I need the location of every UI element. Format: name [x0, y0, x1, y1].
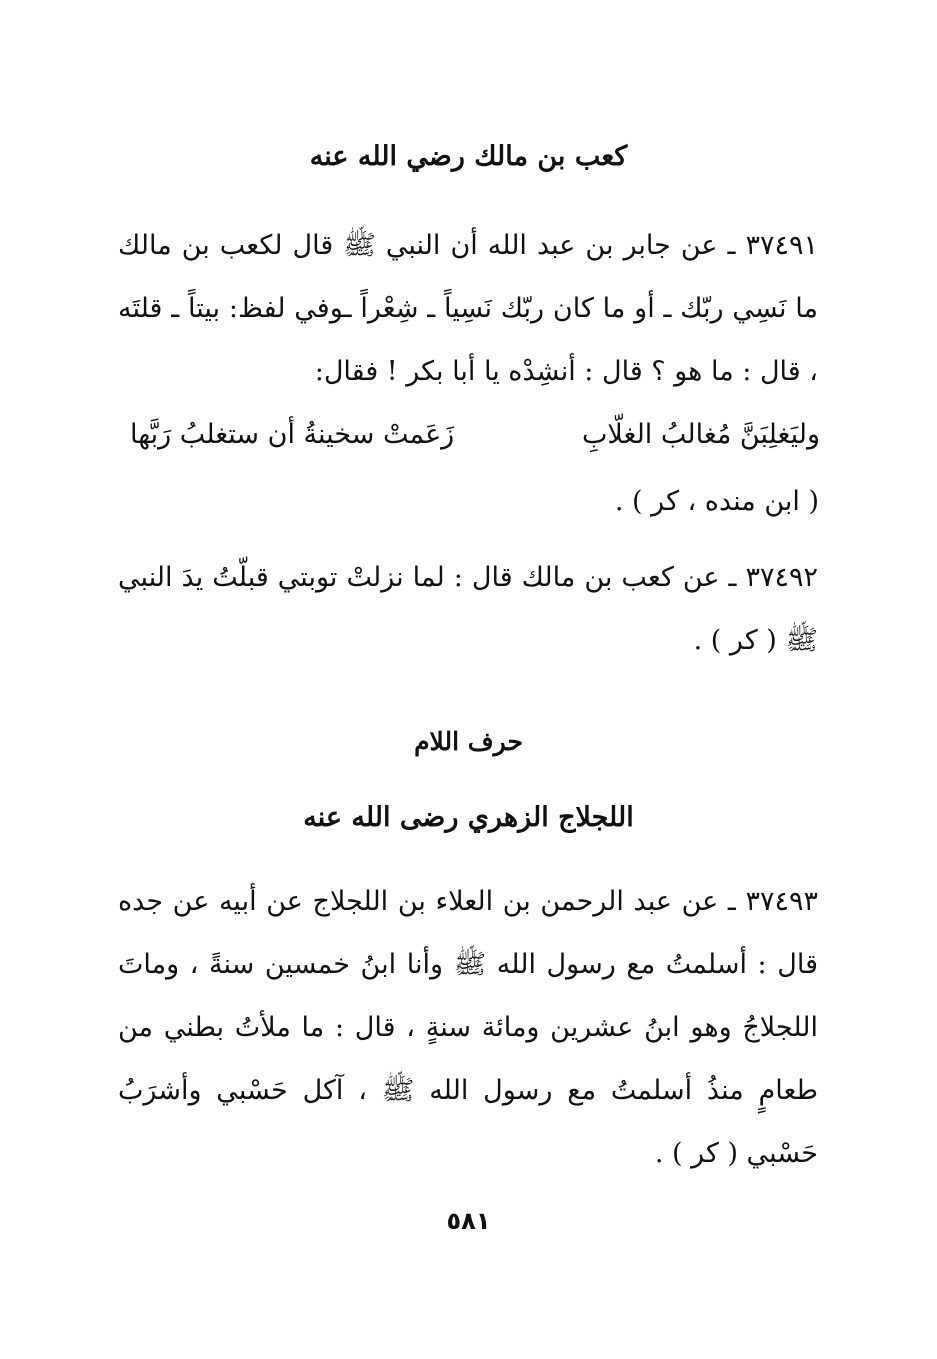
- section-heading-lajlaj: اللجلاج الزهري رضى الله عنه: [303, 802, 634, 833]
- hadith-37493-text: ٣٧٤٩٣ ـ عن عبد الرحمن بن العلاء بن اللجلاج عن أبيه عن جده قال : أسلمتُ مع رسول الله ﷺ وأنا ابنُ خمسين سنةً ، وماتَ اللجلاجُ وهو ابنُ عشرين ومائة سنةٍ ، قال : ما ملأتُ بطني من طعامٍ منذُ أسلمتُ مع رسول الله ﷺ ، آكل حَسْبي وأشرَبُ حَسْبي ( كر ) .: [118, 886, 818, 1169]
- verse-first-hemistich: زَعَمتْ سخينةُ أن ستغلبُ رَبَّها: [130, 419, 455, 450]
- hadith-37492-text: ٣٧٤٩٢ ـ عن كعب بن مالك قال : لما نزلتْ توبتي قبلّتُ يدَ النبي ﷺ ( كر ) .: [118, 562, 818, 656]
- section-heading-lam: حرف اللام: [414, 727, 523, 756]
- hadith-37491-source: ( ابن منده ، كر ) .: [614, 486, 819, 517]
- poetry-verse: [130, 410, 820, 460]
- section-heading-kaab: كعب بن مالك رضي الله عنه: [309, 141, 628, 172]
- page-number: ٥٨١: [446, 1207, 491, 1235]
- verse-second-hemistich: وليَغلِبَنَّ مُغالبُ الغلّابِ: [582, 419, 820, 450]
- hadith-37491-text: ٣٧٤٩١ ـ عن جابر بن عبد الله أن النبي ﷺ قال لكعب بن مالك ما نَسِي ربّك ـ أو ما كان ربّك نَسِياً ـ شِعْراً ـوفي لفظ: بيتاً ـ قلتَه ، قال : ما هو ؟ قال : أنشِدْه يا أبا بكر ! فقال:: [118, 230, 818, 387]
